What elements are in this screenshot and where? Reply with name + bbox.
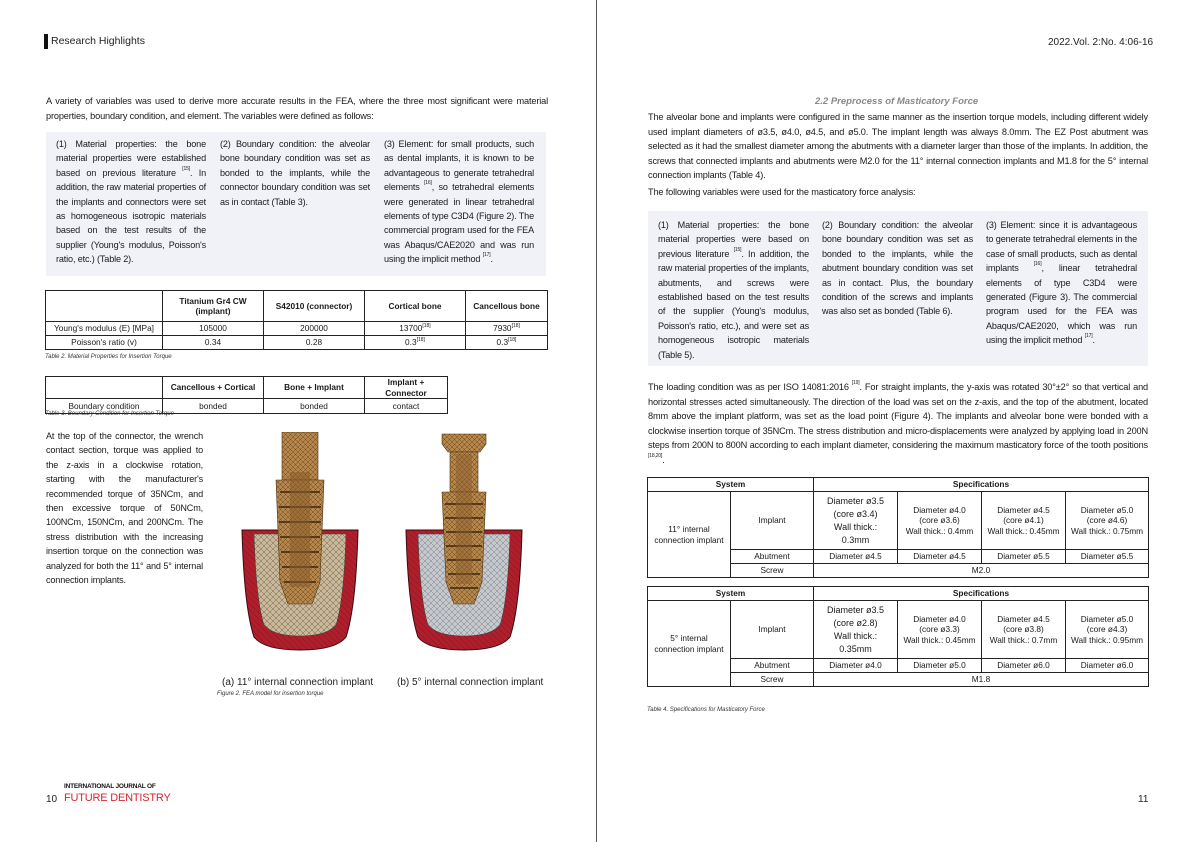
table-header-cell: Implant + Connector bbox=[365, 377, 448, 399]
table-cell: Diameter ø6.0 bbox=[982, 659, 1066, 673]
table-cell bbox=[814, 601, 898, 659]
table-cell bbox=[814, 492, 898, 550]
table-cell: Screw bbox=[731, 673, 814, 687]
reference-superscript: [17] bbox=[482, 252, 491, 259]
table-row bbox=[46, 322, 548, 336]
figure-label-a: (a) 11° internal connection implant bbox=[222, 677, 374, 688]
table-row bbox=[648, 601, 1149, 659]
table-cell: 105000 bbox=[163, 322, 264, 336]
cell-line: (core ø4.1) bbox=[1003, 515, 1044, 526]
table-cell: Abutment bbox=[731, 550, 814, 564]
cell-line: Diameter ø4.0 bbox=[913, 504, 966, 515]
cell-line: Wall thick.: 0.4mm bbox=[905, 525, 974, 536]
table-cell: Diameter ø4.0 bbox=[814, 659, 898, 673]
table-header-cell: System bbox=[648, 587, 814, 601]
cell-line: (core ø4.6) bbox=[1086, 515, 1128, 526]
box-column-element: (3) Element: since it is advantageous to generate tetrahedral elements in the case of small products, such as dental implants [16], linear tetrahedral elements of type C3D4 were generated (Figure 3). The commercial program used for the FEA was Abaqus/CAE2020, which was run using the implicit method [17]. bbox=[986, 220, 1138, 346]
table-cell: Diameter ø6.0 bbox=[1066, 659, 1149, 673]
variables-box bbox=[46, 132, 546, 276]
cell-line: Diameter ø5.0 bbox=[1080, 504, 1134, 515]
preprocess-text: The alveolar bone and implants were configured in the same manner as the insertion torque models, including different widely used implant diameters of ø3.5, ø4.0, ø4.5, and ø5.0. The implant length was always 8.0mm. The EZ Post abutment was selected as it had the smallest diameter among the abutments with a diameter larger than those of the implants. In addition, the screws that connected implants and abutments were M2.0 for the 11° internal connection implants and M1.8 for the 5° internal connection implants (Table 4). bbox=[648, 112, 1148, 180]
cell-line: Wall thick.: 0.95mm bbox=[1070, 634, 1144, 645]
right-page bbox=[597, 0, 1192, 842]
cell-line: (core ø3.4) bbox=[833, 508, 878, 519]
table-header-cell: Specifications bbox=[814, 478, 1149, 492]
intro-text: A variety of variables was used to derive more accurate results in the FEA, where the three most significant were material properties, boundary condition, and element. The variables were defined as follows: bbox=[46, 96, 548, 121]
table-cell bbox=[1066, 492, 1149, 550]
box-column-boundary: (2) Boundary condition: the alveolar bone boundary condition was set as bonded to the implants, while the connector boundary condition was set as in contact (Table 3). bbox=[220, 139, 370, 207]
journal-name-line2: FUTURE DENTISTRY bbox=[64, 792, 171, 804]
preprocess-paragraph bbox=[648, 110, 1148, 183]
table-cell bbox=[1066, 601, 1149, 659]
cell-line: (core ø3.8) bbox=[1003, 624, 1044, 635]
section-header: Research Highlights bbox=[51, 35, 145, 47]
reference-superscript: [18] bbox=[511, 323, 520, 330]
table-cell bbox=[982, 492, 1066, 550]
table-cell: M1.8 bbox=[814, 673, 1149, 687]
table-header-row bbox=[46, 291, 548, 322]
cell-line: 0.35mm bbox=[839, 643, 872, 654]
table-3-caption: Table 3. Boundary Condition for Insertion Torque bbox=[45, 411, 174, 417]
table-2-material-properties bbox=[45, 290, 548, 350]
table-cell: Diameter ø4.5 bbox=[814, 550, 898, 564]
table-cell: Screw bbox=[731, 564, 814, 578]
variables-intro bbox=[648, 185, 1148, 200]
table-cell-system: 11° internal connection implant bbox=[648, 492, 731, 578]
page-number: 10 bbox=[46, 794, 58, 805]
table-header-cell bbox=[46, 291, 163, 322]
table-cell: Implant bbox=[731, 601, 814, 659]
table-cell: contact bbox=[365, 399, 448, 414]
table-cell: 0.3[18] bbox=[365, 336, 466, 350]
cell-line: Diameter ø5.0 bbox=[1080, 613, 1134, 624]
table-cell: 200000 bbox=[264, 322, 365, 336]
table-row bbox=[46, 336, 548, 350]
cell-line: Diameter ø3.5 bbox=[826, 604, 885, 615]
cell-line: Wall thick.: 0.45mm bbox=[987, 525, 1060, 536]
table-header-cell bbox=[46, 377, 163, 399]
table-cell: 7930[18] bbox=[466, 322, 548, 336]
table-header-cell: Titanium Gr4 CW (implant) bbox=[163, 291, 264, 322]
cell-line: Diameter ø4.5 bbox=[997, 504, 1050, 515]
reference-superscript: [18] bbox=[422, 323, 431, 330]
table-header-row bbox=[648, 587, 1149, 601]
table-4-11-degree bbox=[647, 477, 1149, 578]
table-cell: Implant bbox=[731, 492, 814, 550]
reference-superscript: [16] bbox=[1033, 261, 1042, 268]
table-cell: Young's modulus (E) [MPa] bbox=[46, 322, 163, 336]
cell-line: Wall thick.: bbox=[833, 630, 878, 641]
cell-line: (core ø2.8) bbox=[833, 617, 878, 628]
reference-superscript: [15] bbox=[182, 165, 190, 172]
table-cell bbox=[898, 492, 982, 550]
insertion-torque-paragraph: At the top of the connector, the wrench contact section, torque was applied to the z-axis in a clockwise rotation, starting with the manufacturer's recommended torque of 35NCm, and then excessive torque of 50NCm, 100NCm, 150NCm, and 200NCm. The stress distribution with the increasing insertion torque on the connection was analyzed for both the 11° and 5° internal connection implants. bbox=[46, 431, 203, 586]
cell-line: 0.3mm bbox=[841, 534, 870, 545]
header-bar bbox=[44, 34, 48, 49]
variables-intro-text: The following variables were used for the masticatory force analysis: bbox=[648, 187, 916, 197]
cell-line: Wall thick.: 0.7mm bbox=[989, 634, 1058, 645]
table-header-cell: Bone + Implant bbox=[264, 377, 365, 399]
reference-superscript: [17] bbox=[1084, 333, 1093, 340]
table-cell: 13700[18] bbox=[365, 322, 466, 336]
table-cell: Diameter ø5.5 bbox=[1066, 550, 1149, 564]
table-cell: Abutment bbox=[731, 659, 814, 673]
table-cell: Poisson's ratio (v) bbox=[46, 336, 163, 350]
table-cell: Diameter ø5.5 bbox=[982, 550, 1066, 564]
table-4-caption: Table 4. Specifications for Masticatory Force bbox=[647, 707, 765, 713]
table-cell bbox=[982, 601, 1066, 659]
table-header-cell: Cancellous + Cortical bbox=[163, 377, 264, 399]
reference-superscript: [18] bbox=[416, 337, 425, 344]
table-cell bbox=[898, 601, 982, 659]
table-cell: bonded bbox=[163, 399, 264, 414]
table-cell: 0.28 bbox=[264, 336, 365, 350]
table-cell: Diameter ø4.5 bbox=[898, 550, 982, 564]
table-cell: bonded bbox=[264, 399, 365, 414]
cell-line: (core ø3.6) bbox=[919, 515, 960, 526]
journal-name-line1: INTERNATIONAL JOURNAL OF bbox=[64, 783, 156, 790]
box-column-material: (1) Material properties: the bone material properties were established based on previous literature [15]. In addition, the raw material properties of the implants and connectors were set as homogeneous isotropic materials based on the test results of the supplier (Young's modulus, Poisson's ratio, etc.) (Table 2). bbox=[56, 139, 206, 265]
table-cell-system: 5° internal connection implant bbox=[648, 601, 731, 687]
reference-superscript: [18] bbox=[508, 337, 517, 344]
cell-line: (core ø4.3) bbox=[1086, 624, 1128, 635]
table-cell: Boundary condition bbox=[46, 399, 163, 414]
section-subheading: 2.2 Preprocess of Masticatory Force bbox=[815, 96, 979, 107]
cell-line: (core ø3.3) bbox=[919, 624, 960, 635]
figure-2-caption: Figure 2. FEA model for insertion torque bbox=[217, 691, 324, 697]
cell-line: Wall thick.: 0.75mm bbox=[1070, 525, 1144, 536]
fea-model-11-degree-figure bbox=[228, 432, 373, 676]
table-header-cell: Specifications bbox=[814, 587, 1149, 601]
table-row bbox=[648, 492, 1149, 550]
table-4-5-degree bbox=[647, 586, 1149, 687]
table-cell: M2.0 bbox=[814, 564, 1149, 578]
volume-header: 2022.Vol. 2:No. 4:06-16 bbox=[1048, 37, 1154, 48]
fea-model-5-degree-figure bbox=[392, 432, 537, 676]
figure-label-b: (b) 5° internal connection implant bbox=[397, 677, 544, 688]
table-cell: 0.3[18] bbox=[466, 336, 548, 350]
table-3-boundary-condition bbox=[45, 376, 448, 414]
loading-condition-paragraph bbox=[648, 380, 1148, 467]
page-number: 11 bbox=[1138, 794, 1149, 805]
loading-condition-text: The loading condition was as per ISO 14081:2016 [19]. For straight implants, the y-axis was rotated 30°±2° so that vertical and horizontal stresses acted simultaneously. The direction of the load was set on the z-axis, and the top of the abutment, located 8mm above the implant platform, was set as the load point (Figure 4). The implants and alveolar bone were bonded with a clockwise insertion torque of 35NCm. The stress distribution and micro-displacements were analyzed by applying load in 200N steps from 200N to 800N according to each implant diameter, considering the maximum masticatory force of the tooth positions [18,20]. bbox=[648, 380, 1148, 465]
box-column-material: (1) Material properties: the bone material properties were based on previous literature [15]. In addition, the raw material properties of the implants, abutments, and screws were established based on the test results of the supplier (Young's modulus, Poisson's ratio, etc.), and were set as homogeneous isotropic materials (Table 5). bbox=[658, 220, 809, 360]
table-header-row bbox=[46, 377, 448, 399]
table-header-cell: System bbox=[648, 478, 814, 492]
reference-superscript: [19] bbox=[851, 380, 860, 386]
cell-line: Wall thick.: bbox=[833, 521, 878, 532]
variables-box bbox=[648, 211, 1148, 366]
table-2-caption: Table 2. Material Properties for Insertion Torque bbox=[45, 354, 172, 360]
reference-superscript: [15] bbox=[733, 246, 742, 253]
reference-superscript: [16] bbox=[424, 180, 432, 187]
cell-line: Diameter ø3.5 bbox=[826, 495, 885, 506]
reference-superscript: [18,20] bbox=[648, 452, 663, 459]
cell-line: Diameter ø4.5 bbox=[997, 613, 1050, 624]
table-cell: 0.34 bbox=[163, 336, 264, 350]
table-header-cell: Cortical bone bbox=[365, 291, 466, 322]
table-header-row bbox=[648, 478, 1149, 492]
cell-line: Diameter ø4.0 bbox=[913, 613, 966, 624]
box-column-element: (3) Element: for small products, such as dental implants, it is known to be advantageous to generate tetrahedral elements [16], so tetrahedral elements were generated in linear tetrahedral elements of type C3D4 (Figure 2). The commercial program used for the FEA was Abaqus/CAE2020 and was run using the implicit method [17]. bbox=[384, 139, 535, 265]
table-header-cell: Cancellous bone bbox=[466, 291, 548, 322]
table-header-cell: S42010 (connector) bbox=[264, 291, 365, 322]
box-column-boundary: (2) Boundary condition: the alveolar bone boundary condition was set as bonded to the implants, while the abutment boundary condition was set as in contact. Plus, the boundary condition of the screws and implants was also set as bonded (Table 6). bbox=[822, 220, 973, 317]
cell-line: Wall thick.: 0.45mm bbox=[903, 634, 976, 645]
intro-paragraph bbox=[46, 94, 548, 123]
table-cell: Diameter ø5.0 bbox=[898, 659, 982, 673]
